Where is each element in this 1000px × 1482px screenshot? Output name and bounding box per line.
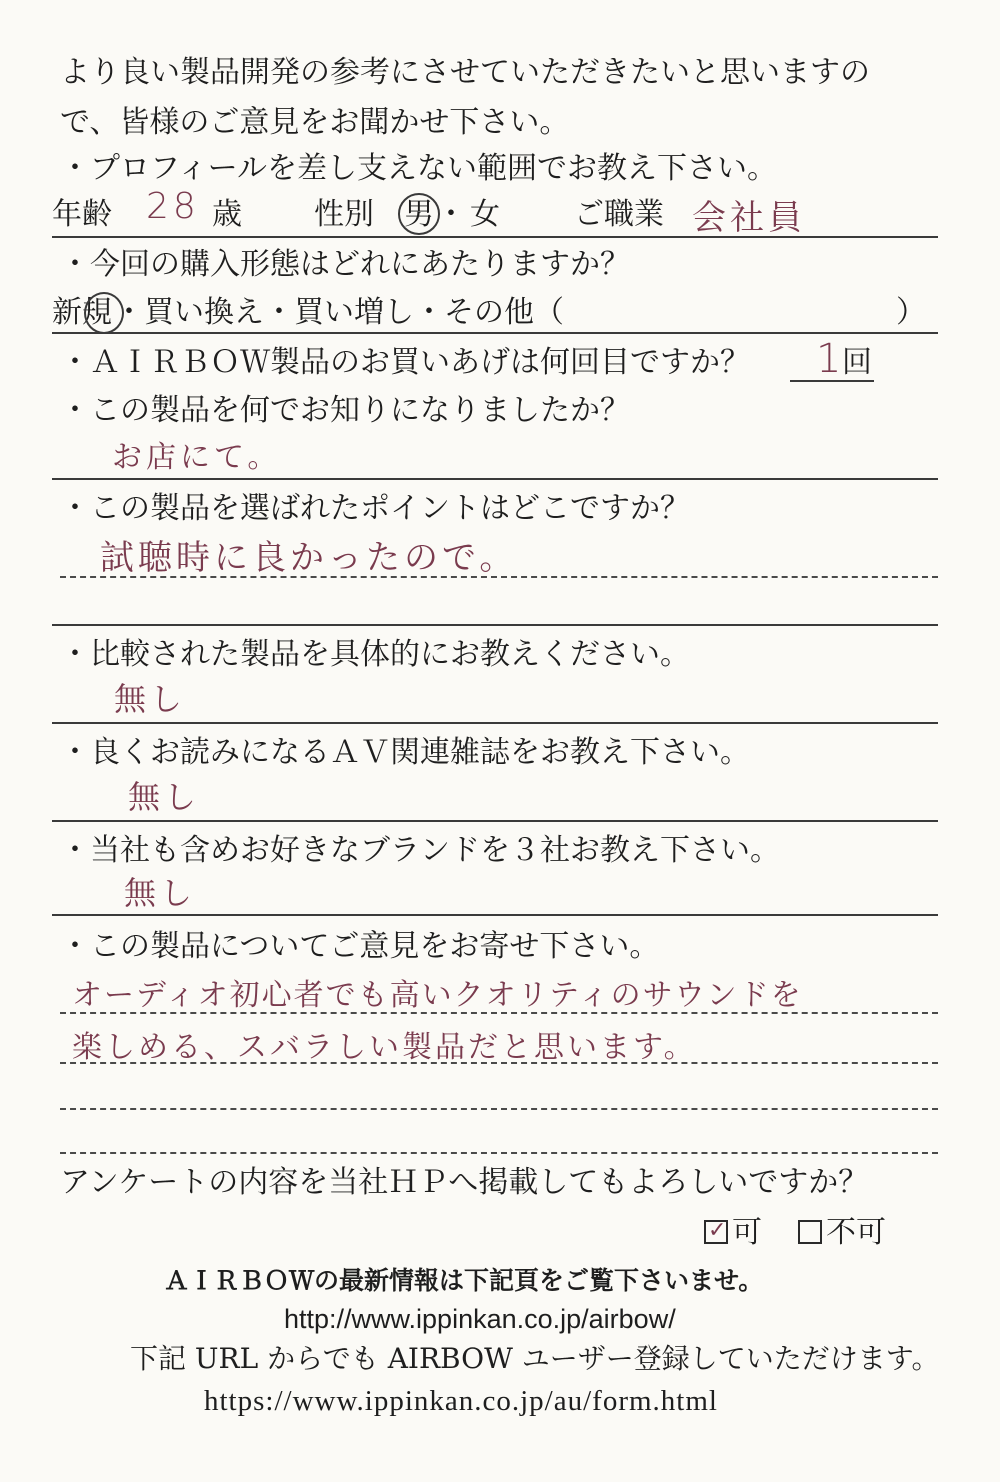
- rule-profile: [52, 236, 938, 238]
- consent-yes-checkbox[interactable]: [704, 1220, 728, 1244]
- discovery-answer: お店にて。: [112, 440, 282, 475]
- profile-question: ・プロフィールを差し支えない範囲でお教え下さい。: [60, 151, 777, 186]
- occupation-label: ご職業: [574, 197, 664, 232]
- dash-opinion-1: [60, 1012, 938, 1014]
- consent-option-no[interactable]: [798, 1214, 886, 1252]
- opinion-answer-line-1: オーディオ初心者でも高いクオリティのサウンドを: [72, 978, 803, 1013]
- check-icon: ✓: [708, 1218, 727, 1243]
- purchase-count-unit: 回: [842, 345, 872, 380]
- purchase-count-question: ・ＡＩＲＢＯＷ製品のお買いあげは何回目ですか？: [60, 345, 750, 380]
- rule-compared: [52, 722, 938, 724]
- purchase-options-rest: ・買い換え・買い増し・その他（: [114, 295, 564, 330]
- magazines-question: ・良くお読みになるＡＶ関連雑誌をお教え下さい。: [60, 735, 750, 770]
- selection-point-answer: 試聴時に良かったので。: [100, 538, 518, 578]
- gender-female: 女: [470, 197, 500, 232]
- gender-label: 性別: [314, 197, 374, 232]
- consent-option-yes[interactable]: [704, 1214, 762, 1252]
- brands-answer: 無し: [124, 874, 197, 912]
- brands-question: ・当社も含めお好きなブランドを３社お教え下さい。: [60, 833, 780, 868]
- age-label: 年齢: [52, 197, 112, 232]
- consent-no-label: 不可: [826, 1215, 886, 1250]
- magazines-answer: 無し: [128, 778, 201, 816]
- purchase-count-underline: [790, 380, 874, 382]
- selection-point-question: ・この製品を選ばれたポイントはどこですか？: [60, 491, 690, 526]
- gender-male-circle: [398, 193, 440, 235]
- rule-discovery: [52, 478, 938, 480]
- gender-separator: ・: [436, 197, 466, 232]
- footer-register-text: 下記 URL からでも AIRBOW ユーザー登録していただけます。: [130, 1342, 940, 1375]
- dash-opinion-4: [60, 1152, 938, 1154]
- purchase-type-question: ・今回の購入形態はどれにあたりますか？: [60, 247, 630, 282]
- purchase-option-new: 新規: [52, 295, 112, 330]
- dash-opinion-3: [60, 1108, 938, 1110]
- discovery-question: ・この製品を何でお知りになりましたか？: [60, 393, 630, 428]
- compared-answer: 無し: [114, 680, 187, 718]
- dash-selection-1: [60, 576, 938, 578]
- rule-magazines: [52, 820, 938, 822]
- age-unit: 歳: [212, 197, 242, 232]
- consent-no-checkbox[interactable]: [798, 1220, 822, 1244]
- occupation-value: 会社員: [692, 198, 806, 238]
- footer-url-2[interactable]: https://www.ippinkan.co.jp/au/form.html: [204, 1385, 718, 1417]
- dash-opinion-2: [60, 1062, 938, 1064]
- age-value: 28: [146, 186, 200, 227]
- rule-purchase-type: [52, 332, 938, 334]
- footer-notice: ＡＩＲＢＯＷの最新情報は下記頁をご覧下さいませ。: [164, 1266, 764, 1295]
- consent-yes-label: 可: [732, 1215, 762, 1250]
- intro-line-2: で、皆様のご意見をお聞かせ下さい。: [60, 105, 570, 140]
- rule-selection: [52, 624, 938, 626]
- opinion-question: ・この製品についてご意見をお寄せ下さい。: [60, 929, 660, 964]
- intro-line-1: より良い製品開発の参考にさせていただきたいと思いますの: [60, 55, 870, 90]
- purchase-count-value: 1: [816, 336, 846, 382]
- compared-question: ・比較された製品を具体的にお教えください。: [60, 637, 690, 672]
- purchase-close-paren: ）: [896, 295, 926, 330]
- gender-male: 男: [404, 197, 434, 232]
- rule-brands: [52, 914, 938, 916]
- opinion-answer-line-2: 楽しめる、スバラしい製品だと思います。: [72, 1030, 697, 1065]
- consent-question: アンケートの内容を当社ＨＰへ掲載してもよろしいですか？: [60, 1165, 869, 1200]
- footer-url-1[interactable]: http://www.ippinkan.co.jp/airbow/: [284, 1304, 676, 1334]
